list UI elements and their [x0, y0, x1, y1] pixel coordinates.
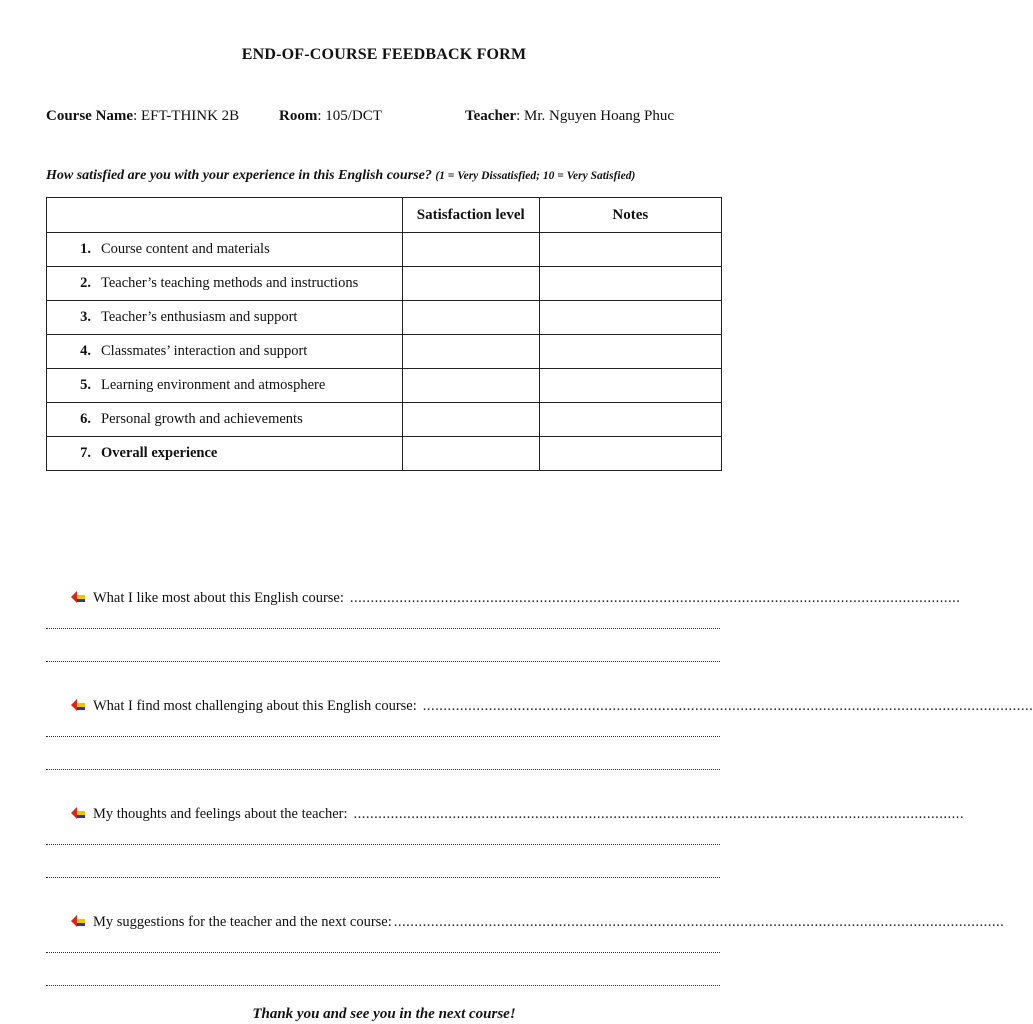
answer-line[interactable]: ....................................................................................................................................................	[349, 590, 961, 606]
question-scale: (1 = Very Dissatisfied; 10 = Very Satisfied)	[435, 170, 636, 182]
pointing-arrow-icon	[70, 590, 86, 604]
satisfaction-cell[interactable]	[402, 403, 539, 437]
answer-line[interactable]: ....................................................................................................................................................	[422, 698, 1033, 714]
answer-line[interactable]	[46, 732, 720, 737]
satisfaction-cell[interactable]	[402, 369, 539, 403]
row-label: Teacher’s teaching methods and instructions	[101, 275, 359, 291]
prompt-text: What I like most about this English course:	[93, 590, 344, 606]
table-row	[47, 233, 722, 267]
room-label: Room	[279, 108, 318, 124]
row-number: 5.	[80, 377, 91, 393]
satisfaction-cell[interactable]	[402, 437, 539, 471]
row-label: Teacher’s enthusiasm and support	[101, 309, 298, 325]
table-row	[47, 301, 722, 335]
pointing-arrow-icon	[70, 914, 86, 928]
table-row	[47, 369, 722, 403]
prompt-like-most	[70, 588, 961, 607]
answer-line[interactable]	[46, 981, 720, 986]
answer-line[interactable]	[46, 840, 720, 845]
satisfaction-question	[46, 168, 635, 184]
satisfaction-cell[interactable]	[402, 267, 539, 301]
course-name	[46, 108, 239, 125]
teacher-value: : Mr. Nguyen Hoang Phuc	[516, 108, 675, 124]
row-number: 7.	[80, 445, 91, 461]
row-label: Overall experience	[101, 445, 218, 461]
notes-cell[interactable]	[539, 233, 721, 267]
row-label: Course content and materials	[101, 241, 270, 257]
teacher-label: Teacher	[465, 108, 517, 124]
header-item	[47, 198, 403, 233]
room	[279, 108, 382, 125]
table-row	[47, 267, 722, 301]
row-number: 3.	[80, 309, 91, 325]
satisfaction-cell[interactable]	[402, 335, 539, 369]
table-header-row	[47, 198, 722, 233]
row-number: 4.	[80, 343, 91, 359]
table-row	[47, 335, 722, 369]
row-label: Learning environment and atmosphere	[101, 377, 326, 393]
answer-line[interactable]	[46, 765, 720, 770]
prompt-text: My suggestions for the teacher and the next course:	[93, 914, 392, 930]
satisfaction-table	[46, 197, 722, 471]
answer-line[interactable]	[46, 657, 720, 662]
prompt-most-challenging	[70, 696, 1033, 715]
answer-line[interactable]: ....................................................................................................................................................	[393, 914, 1005, 930]
course-name-label: Course Name	[46, 108, 134, 124]
row-number: 1.	[80, 241, 91, 257]
form-title: END-OF-COURSE FEEDBACK FORM	[241, 46, 527, 63]
thank-you-message: Thank you and see you in the next course!	[252, 1006, 516, 1022]
prompt-thoughts-teacher	[70, 804, 964, 823]
header-satisfaction-level: Satisfaction level	[402, 198, 539, 233]
row-label: Classmates’ interaction and support	[101, 343, 308, 359]
notes-cell[interactable]	[539, 335, 721, 369]
course-name-value: : EFT-THINK 2B	[133, 108, 240, 124]
row-number: 6.	[80, 411, 91, 427]
notes-cell[interactable]	[539, 301, 721, 335]
satisfaction-cell[interactable]	[402, 233, 539, 267]
answer-line[interactable]	[46, 948, 720, 953]
satisfaction-cell[interactable]	[402, 301, 539, 335]
row-number: 2.	[80, 275, 91, 291]
notes-cell[interactable]	[539, 403, 721, 437]
pointing-arrow-icon	[70, 806, 86, 820]
table-row	[47, 403, 722, 437]
prompt-text: My thoughts and feelings about the teacher:	[93, 806, 348, 822]
row-label: Personal growth and achievements	[101, 411, 303, 427]
answer-line[interactable]	[46, 624, 720, 629]
teacher	[465, 108, 674, 125]
notes-cell[interactable]	[539, 369, 721, 403]
pointing-arrow-icon	[70, 698, 86, 712]
prompt-suggestions	[70, 912, 1005, 931]
header-notes: Notes	[539, 198, 721, 233]
room-value: : 105/DCT	[317, 108, 382, 124]
table-row	[47, 437, 722, 471]
notes-cell[interactable]	[539, 267, 721, 301]
answer-line[interactable]	[46, 873, 720, 878]
answer-line[interactable]: ....................................................................................................................................................	[353, 806, 964, 822]
question-text: How satisfied are you with your experience in this English course?	[46, 168, 432, 183]
prompt-text: What I find most challenging about this English course:	[93, 698, 417, 714]
notes-cell[interactable]	[539, 437, 721, 471]
